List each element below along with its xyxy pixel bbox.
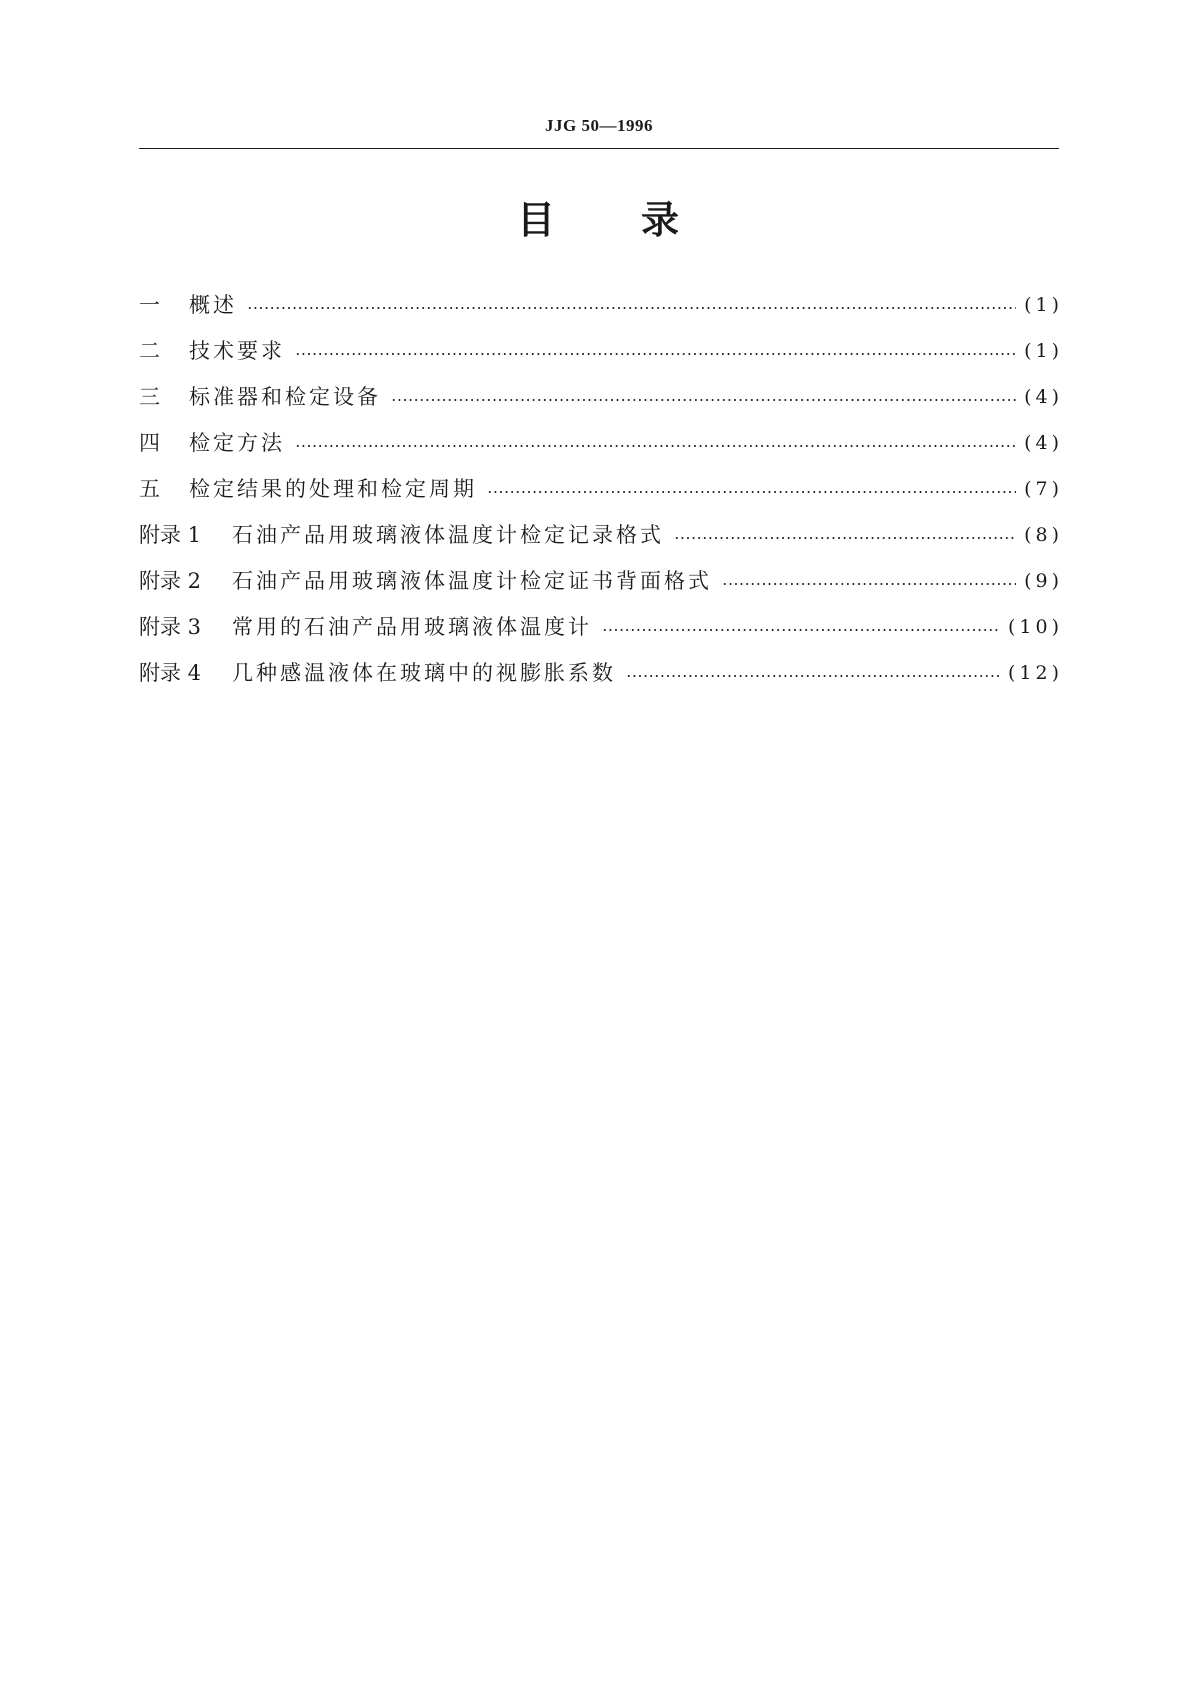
toc-title-char-1: 目 bbox=[517, 198, 556, 242]
toc-entry-title: 石油产品用玻璃液体温度计检定证书背面格式 bbox=[232, 569, 712, 593]
toc-entry-title: 几种感温液体在玻璃中的视膨胀系数 bbox=[232, 661, 616, 685]
toc-leader-dots bbox=[295, 336, 1016, 366]
toc-leader-dots bbox=[487, 474, 1016, 504]
toc-entry-page: (4) bbox=[1024, 432, 1063, 454]
toc-entry-page: (9) bbox=[1024, 570, 1063, 592]
toc-leader-dots bbox=[295, 428, 1016, 458]
toc-entry-appendix-3[interactable] bbox=[139, 612, 1063, 642]
toc-entry-title: 标准器和检定设备 bbox=[189, 385, 381, 409]
toc-entry-page: (4) bbox=[1024, 386, 1063, 408]
toc-entry-number: 附录 1 bbox=[139, 523, 202, 547]
toc-entry-appendix-1[interactable] bbox=[139, 520, 1063, 550]
toc-entry-page: (12) bbox=[1007, 662, 1063, 684]
toc-entry-2[interactable] bbox=[139, 336, 1063, 366]
toc-entry-page: (8) bbox=[1024, 524, 1063, 546]
toc-entry-1[interactable] bbox=[139, 290, 1063, 320]
toc-entry-title: 检定方法 bbox=[189, 431, 285, 455]
toc-entry-number: 三 bbox=[139, 385, 160, 409]
toc-entry-number: 附录 4 bbox=[139, 661, 202, 685]
toc-title-char-2: 录 bbox=[641, 198, 680, 242]
toc-entry-appendix-4[interactable] bbox=[139, 658, 1063, 688]
toc-leader-dots bbox=[722, 566, 1016, 596]
toc-leader-dots bbox=[602, 612, 1000, 642]
toc-entry-page: (10) bbox=[1007, 616, 1063, 638]
toc-entry-title: 概述 bbox=[189, 293, 237, 317]
toc-leader-dots bbox=[247, 290, 1016, 320]
toc-entry-number: 四 bbox=[139, 431, 160, 455]
toc-entry-appendix-2[interactable] bbox=[139, 566, 1063, 596]
toc-entry-title: 技术要求 bbox=[189, 339, 285, 363]
toc-entry-title: 石油产品用玻璃液体温度计检定记录格式 bbox=[232, 523, 664, 547]
toc-entry-number: 附录 2 bbox=[139, 569, 202, 593]
toc-leader-dots bbox=[674, 520, 1016, 550]
toc-entry-number: 二 bbox=[139, 339, 160, 363]
toc-entry-number: 附录 3 bbox=[139, 615, 202, 639]
toc-leader-dots bbox=[391, 382, 1016, 412]
header-rule bbox=[139, 148, 1059, 149]
toc-entry-4[interactable] bbox=[139, 428, 1063, 458]
toc-entry-page: (7) bbox=[1024, 478, 1063, 500]
toc-entry-3[interactable] bbox=[139, 382, 1063, 412]
toc-entry-title: 检定结果的处理和检定周期 bbox=[189, 477, 477, 501]
toc-entry-page: (1) bbox=[1024, 340, 1063, 362]
document-code-header: JJG 50—1996 bbox=[545, 116, 653, 135]
toc-entry-page: (1) bbox=[1024, 294, 1063, 316]
toc-entry-title: 常用的石油产品用玻璃液体温度计 bbox=[232, 615, 592, 639]
toc-title bbox=[0, 196, 1191, 244]
toc-leader-dots bbox=[626, 658, 1000, 688]
toc-entry-number: 一 bbox=[139, 293, 160, 317]
toc-entry-number: 五 bbox=[139, 477, 160, 501]
toc-entry-5[interactable] bbox=[139, 474, 1063, 504]
